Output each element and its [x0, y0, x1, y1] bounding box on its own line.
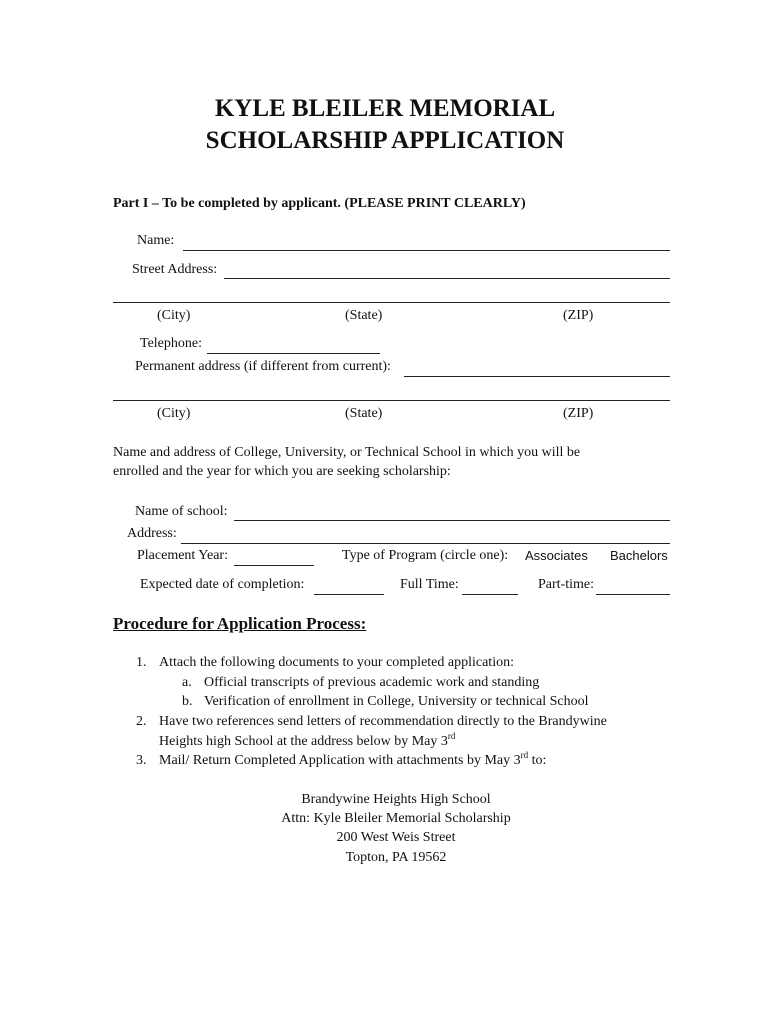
item-2-number: 2. — [136, 714, 147, 729]
item-3-number: 3. — [136, 753, 147, 768]
sub-item-a-letter: a. — [182, 675, 192, 690]
name-field[interactable] — [183, 250, 670, 251]
part1-heading: Part I – To be completed by applicant. (PLEASE PRINT CLEARLY) — [113, 196, 526, 211]
placement-year-label: Placement Year: — [137, 548, 228, 563]
item-1-text: Attach the following documents to your completed application: — [159, 655, 514, 670]
zip-label-2: (ZIP) — [563, 406, 594, 421]
item-1-number: 1. — [136, 655, 147, 670]
street-address-label: Street Address: — [132, 262, 218, 277]
full-time-field[interactable] — [462, 594, 518, 595]
street-address-field[interactable] — [224, 278, 670, 279]
city-state-zip-field[interactable] — [113, 302, 670, 303]
item-3-superscript: rd — [520, 750, 529, 760]
placement-year-field[interactable] — [234, 565, 314, 566]
part-time-field[interactable] — [596, 594, 670, 595]
school-address-label: Address: — [127, 526, 177, 541]
sub-item-b-text: Verification of enrollment in College, University or technical School — [204, 694, 589, 709]
item-2-text-line-2: Heights high School at the address below by May 3rd — [159, 731, 456, 749]
school-instructions-line-2: enrolled and the year for which you are seeking scholarship: — [113, 464, 451, 479]
school-instructions-line-1: Name and address of College, University, or Technical School in which you will be — [113, 445, 581, 460]
telephone-label: Telephone: — [140, 336, 202, 351]
completion-date-label: Expected date of completion: — [140, 577, 305, 592]
telephone-field[interactable] — [207, 353, 380, 354]
completion-date-field[interactable] — [314, 594, 384, 595]
part-time-label: Part-time: — [538, 577, 594, 592]
state-label-2: (State) — [345, 406, 383, 421]
mailing-address-line-2: Attn: Kyle Bleiler Memorial Scholarship — [281, 811, 511, 826]
program-type-label: Type of Program (circle one): — [342, 548, 509, 563]
permanent-address-field[interactable] — [404, 376, 670, 377]
mailing-address-line-4: Topton, PA 19562 — [345, 850, 447, 865]
sub-item-a-text: Official transcripts of previous academic work and standing — [204, 675, 540, 690]
city-label-2: (City) — [157, 406, 191, 421]
school-name-label: Name of school: — [135, 504, 228, 519]
permanent-city-state-zip-field[interactable] — [113, 400, 670, 401]
document-title-line-1: KYLE BLEILER MEMORIAL — [214, 95, 556, 122]
item-3-text: Mail/ Return Completed Application with attachments by May 3rd to: — [159, 750, 547, 768]
mailing-address-line-3: 200 West Weis Street — [336, 830, 456, 845]
program-option-bachelors[interactable]: Bachelors — [610, 548, 668, 563]
sub-item-b-letter: b. — [182, 694, 193, 709]
school-address-field[interactable] — [181, 543, 670, 544]
school-name-field[interactable] — [234, 520, 670, 521]
item-2-text-line-1: Have two references send letters of recommendation directly to the Brandywine — [159, 714, 607, 729]
full-time-label: Full Time: — [400, 577, 459, 592]
procedure-heading: Procedure for Application Process: — [113, 614, 367, 633]
state-label: (State) — [345, 308, 383, 323]
city-label: (City) — [157, 308, 191, 323]
document-title-line-2: SCHOLARSHIP APPLICATION — [205, 127, 565, 154]
permanent-address-label: Permanent address (if different from current): — [135, 359, 391, 374]
name-label: Name: — [137, 233, 175, 248]
zip-label: (ZIP) — [563, 308, 594, 323]
program-option-associates[interactable]: Associates — [525, 548, 588, 563]
mailing-address-line-1: Brandywine Heights High School — [301, 792, 491, 807]
item-2-superscript: rd — [447, 731, 456, 741]
